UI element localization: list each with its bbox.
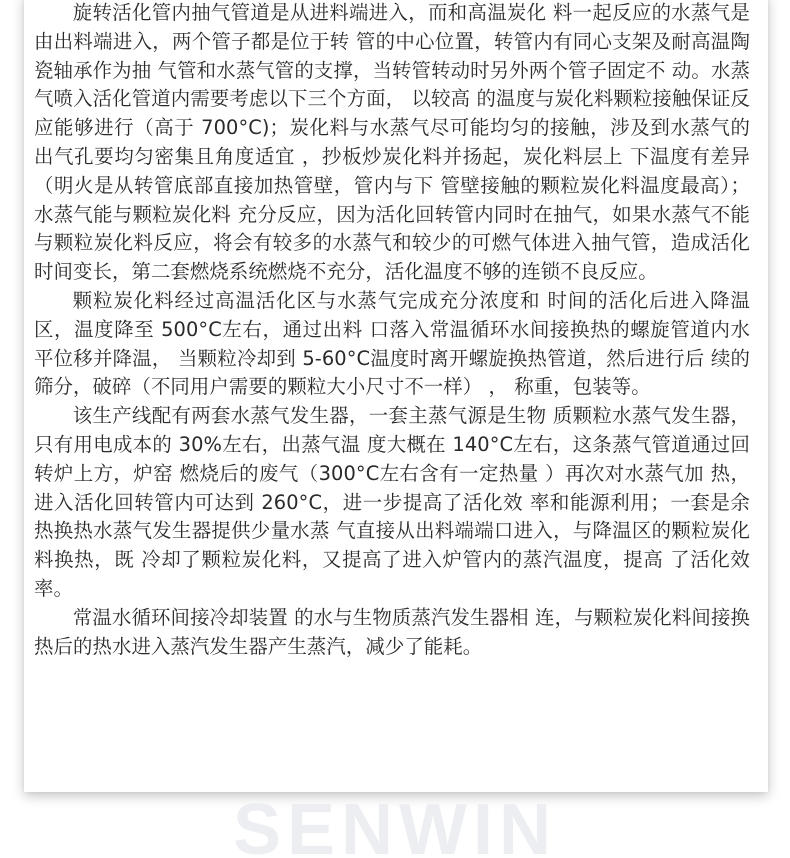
paragraph-3: 该生产线配有两套水蒸气发生器，一套主蒸气源是生物 质颗粒水蒸气发生器，只有用电成本的 30%左右，出蒸气温 度大概在 140°C左右，这条蒸气管道通过回转炉上方，炉窑 燃烧后的废气（300°C左右含有一定热量 ）再次对水蒸气加 热，进入活化回转管内可达到 260°C，进一步提高了活化效 率和能源利用；一套是余热换热水蒸气发生器提供少量水蒸 气直接从出料端端口进入，与降温区的颗粒炭化料换热，既 冷却了颗粒炭化料，又提高了进入炉管内的蒸汽温度，提高 了活化效率。 [34,404,750,600]
paragraph-1: 旋转活化管内抽气管道是从进料端进入，而和高温炭化 料一起反应的水蒸气是由出料端进入，两个管子都是位于转 管的中心位置，转管内有同心支架及耐高温陶瓷轴承作为抽 气管和水蒸气管的支撑，当转管转动时另外两个管子固定不 动。水蒸气喷入活化管道内需要考虑以下三个方面， 以较高 的温度与炭化料颗粒接触保证反应能够进行（高于 700°C)；炭化料与水蒸气尽可能均匀的接触，涉及到水蒸气的出气孔要均匀密集且角度适宜 ，抄板炒炭化料并扬起，炭化料层上 下温度有差异（明火是从转管底部直接加热管壁，管内与下 管壁接触的颗粒炭化料温度最高）； 水蒸气能与颗粒炭化料 充分反应，因为活化回转管内同时在抽气，如果水蒸气不能 与颗粒炭化料反应，将会有较多的水蒸气和较少的可燃气体进入抽气管，造成活化时间变长，第二套燃烧系统燃烧不充分，活化温度不够的连锁不良反应。 [34,1,750,284]
paragraph-4: 常温水循环间接冷却装置 的水与生物质蒸汽发生器相 连，与颗粒炭化料间接换热后的热水进入蒸汽发生器产生蒸汽，减少了能耗。 [34,605,750,658]
article-body [34,0,750,661]
text-card [24,0,768,792]
watermark-logo [155,790,635,858]
watermark-text: SENWIN [233,790,557,858]
brand-watermark [0,790,790,858]
paragraph-2: 颗粒炭化料经过高温活化区与水蒸气完成充分浓度和 时间的活化后进入降温区，温度降至 500°C左右，通过出料 口落入常温循环水间接换热的螺旋管道内水平位移并降温， 当颗粒冷却到 5-60°C温度时离开螺旋换热管道，然后进行后 续的筛分，破碎（不同用户需要的颗粒大小尺寸不一样） ， 称重，包装等。 [34,288,750,399]
